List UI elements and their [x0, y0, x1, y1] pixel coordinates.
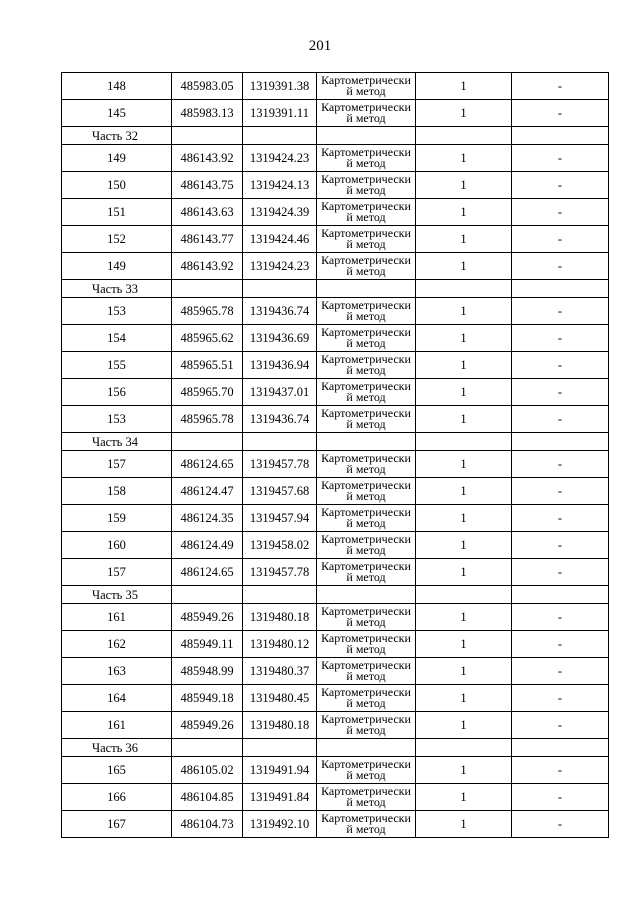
- table-row: [62, 757, 609, 784]
- y-coordinate-cell: 1319424.39: [243, 199, 317, 226]
- precision-cell: 1: [416, 559, 512, 586]
- precision-cell: 1: [416, 685, 512, 712]
- method-cell: [317, 532, 416, 559]
- method-line-2: й метод: [346, 516, 386, 530]
- method-line-2: й метод: [346, 696, 386, 710]
- note-cell: -: [512, 406, 609, 433]
- y-coordinate-cell: 1319436.94: [243, 352, 317, 379]
- point-number-cell: 145: [62, 100, 172, 127]
- note-cell: -: [512, 199, 609, 226]
- empty-cell: [512, 433, 609, 451]
- y-coordinate-cell: 1319458.02: [243, 532, 317, 559]
- y-coordinate-cell: 1319480.18: [243, 712, 317, 739]
- y-coordinate-cell: 1319424.13: [243, 172, 317, 199]
- table-row: [62, 505, 609, 532]
- method-line-1: Картометрически: [321, 171, 411, 186]
- method-line-2: й метод: [346, 795, 386, 809]
- point-number-cell: 149: [62, 145, 172, 172]
- precision-cell: 1: [416, 145, 512, 172]
- method-cell: [317, 451, 416, 478]
- coordinates-table: [61, 72, 609, 838]
- note-cell: -: [512, 532, 609, 559]
- method-line-2: й метод: [346, 570, 386, 584]
- part-label: Часть 35: [62, 586, 172, 604]
- method-line-2: й метод: [346, 543, 386, 557]
- x-coordinate-cell: 486124.35: [172, 505, 243, 532]
- precision-cell: 1: [416, 658, 512, 685]
- y-coordinate-cell: 1319480.37: [243, 658, 317, 685]
- point-number-cell: 148: [62, 73, 172, 100]
- x-coordinate-cell: 485948.99: [172, 658, 243, 685]
- precision-cell: 1: [416, 406, 512, 433]
- method-line-1: Картометрически: [321, 630, 411, 645]
- method-cell: [317, 559, 416, 586]
- precision-cell: 1: [416, 379, 512, 406]
- y-coordinate-cell: 1319457.68: [243, 478, 317, 505]
- empty-cell: [512, 280, 609, 298]
- method-line-2: й метод: [346, 210, 386, 224]
- method-cell: [317, 298, 416, 325]
- x-coordinate-cell: 485965.51: [172, 352, 243, 379]
- x-coordinate-cell: 486104.73: [172, 811, 243, 838]
- empty-cell: [172, 586, 243, 604]
- table-row: [62, 352, 609, 379]
- point-number-cell: 154: [62, 325, 172, 352]
- precision-cell: 1: [416, 298, 512, 325]
- table-row: [62, 451, 609, 478]
- method-line-2: й метод: [346, 615, 386, 629]
- point-number-cell: 166: [62, 784, 172, 811]
- empty-cell: [317, 586, 416, 604]
- x-coordinate-cell: 486124.65: [172, 451, 243, 478]
- method-line-1: Картометрически: [321, 810, 411, 825]
- part-label: Часть 34: [62, 433, 172, 451]
- method-line-2: й метод: [346, 264, 386, 278]
- table-row: [62, 145, 609, 172]
- table-row: [62, 478, 609, 505]
- note-cell: -: [512, 145, 609, 172]
- note-cell: -: [512, 352, 609, 379]
- y-coordinate-cell: 1319436.74: [243, 406, 317, 433]
- point-number-cell: 160: [62, 532, 172, 559]
- x-coordinate-cell: 486124.47: [172, 478, 243, 505]
- point-number-cell: 150: [62, 172, 172, 199]
- x-coordinate-cell: 486105.02: [172, 757, 243, 784]
- table-row: [62, 658, 609, 685]
- empty-cell: [172, 127, 243, 145]
- method-line-1: Картометрически: [321, 477, 411, 492]
- empty-cell: [317, 127, 416, 145]
- precision-cell: 1: [416, 172, 512, 199]
- point-number-cell: 149: [62, 253, 172, 280]
- y-coordinate-cell: 1319492.10: [243, 811, 317, 838]
- x-coordinate-cell: 485965.78: [172, 406, 243, 433]
- empty-cell: [512, 739, 609, 757]
- empty-cell: [512, 127, 609, 145]
- method-line-2: й метод: [346, 822, 386, 836]
- method-cell: [317, 685, 416, 712]
- method-line-1: Картометрически: [321, 684, 411, 699]
- method-line-2: й метод: [346, 363, 386, 377]
- method-line-1: Картометрически: [321, 504, 411, 519]
- x-coordinate-cell: 485983.13: [172, 100, 243, 127]
- y-coordinate-cell: 1319491.94: [243, 757, 317, 784]
- precision-cell: 1: [416, 352, 512, 379]
- precision-cell: 1: [416, 532, 512, 559]
- note-cell: -: [512, 253, 609, 280]
- point-number-cell: 153: [62, 298, 172, 325]
- note-cell: -: [512, 658, 609, 685]
- method-line-2: й метод: [346, 768, 386, 782]
- coordinates-table-body: [62, 73, 609, 838]
- note-cell: -: [512, 685, 609, 712]
- y-coordinate-cell: 1319457.78: [243, 451, 317, 478]
- part-header-row: [62, 433, 609, 451]
- point-number-cell: 167: [62, 811, 172, 838]
- method-cell: [317, 253, 416, 280]
- precision-cell: 1: [416, 712, 512, 739]
- table-row: [62, 226, 609, 253]
- method-line-1: Картометрически: [321, 72, 411, 87]
- table-row: [62, 811, 609, 838]
- point-number-cell: 161: [62, 604, 172, 631]
- precision-cell: 1: [416, 631, 512, 658]
- point-number-cell: 152: [62, 226, 172, 253]
- note-cell: -: [512, 478, 609, 505]
- note-cell: -: [512, 100, 609, 127]
- method-line-2: й метод: [346, 336, 386, 350]
- point-number-cell: 156: [62, 379, 172, 406]
- precision-cell: 1: [416, 811, 512, 838]
- note-cell: -: [512, 226, 609, 253]
- table-row: [62, 712, 609, 739]
- x-coordinate-cell: 486104.85: [172, 784, 243, 811]
- point-number-cell: 153: [62, 406, 172, 433]
- method-line-2: й метод: [346, 156, 386, 170]
- method-cell: [317, 757, 416, 784]
- table-row: [62, 532, 609, 559]
- method-cell: [317, 145, 416, 172]
- method-line-1: Картометрически: [321, 252, 411, 267]
- part-header-row: [62, 586, 609, 604]
- precision-cell: 1: [416, 100, 512, 127]
- empty-cell: [512, 586, 609, 604]
- method-cell: [317, 352, 416, 379]
- precision-cell: 1: [416, 199, 512, 226]
- empty-cell: [243, 739, 317, 757]
- point-number-cell: 159: [62, 505, 172, 532]
- note-cell: -: [512, 298, 609, 325]
- y-coordinate-cell: 1319424.23: [243, 253, 317, 280]
- y-coordinate-cell: 1319457.94: [243, 505, 317, 532]
- x-coordinate-cell: 486143.63: [172, 199, 243, 226]
- method-line-2: й метод: [346, 723, 386, 737]
- precision-cell: 1: [416, 253, 512, 280]
- method-line-2: й метод: [346, 462, 386, 476]
- part-label: Часть 33: [62, 280, 172, 298]
- empty-cell: [416, 586, 512, 604]
- page-number: 201: [308, 38, 332, 54]
- method-cell: [317, 604, 416, 631]
- empty-cell: [416, 280, 512, 298]
- precision-cell: 1: [416, 451, 512, 478]
- part-header-row: [62, 739, 609, 757]
- method-line-2: й метод: [346, 417, 386, 431]
- note-cell: -: [512, 379, 609, 406]
- method-cell: [317, 478, 416, 505]
- method-line-1: Картометрически: [321, 531, 411, 546]
- y-coordinate-cell: 1319491.84: [243, 784, 317, 811]
- table-row: [62, 631, 609, 658]
- precision-cell: 1: [416, 478, 512, 505]
- empty-cell: [416, 433, 512, 451]
- point-number-cell: 162: [62, 631, 172, 658]
- precision-cell: 1: [416, 325, 512, 352]
- note-cell: -: [512, 811, 609, 838]
- note-cell: -: [512, 451, 609, 478]
- point-number-cell: 161: [62, 712, 172, 739]
- method-cell: [317, 199, 416, 226]
- table-row: [62, 73, 609, 100]
- point-number-cell: 157: [62, 559, 172, 586]
- point-number-cell: 165: [62, 757, 172, 784]
- empty-cell: [317, 739, 416, 757]
- method-line-1: Картометрически: [321, 99, 411, 114]
- y-coordinate-cell: 1319437.01: [243, 379, 317, 406]
- table-row: [62, 685, 609, 712]
- note-cell: -: [512, 784, 609, 811]
- x-coordinate-cell: 485949.26: [172, 604, 243, 631]
- precision-cell: 1: [416, 784, 512, 811]
- method-cell: [317, 658, 416, 685]
- x-coordinate-cell: 486143.75: [172, 172, 243, 199]
- method-line-1: Картометрически: [321, 324, 411, 339]
- method-cell: [317, 811, 416, 838]
- method-line-2: й метод: [346, 183, 386, 197]
- point-number-cell: 151: [62, 199, 172, 226]
- y-coordinate-cell: 1319436.74: [243, 298, 317, 325]
- note-cell: -: [512, 631, 609, 658]
- method-line-1: Картометрически: [321, 603, 411, 618]
- x-coordinate-cell: 486124.65: [172, 559, 243, 586]
- precision-cell: 1: [416, 757, 512, 784]
- precision-cell: 1: [416, 505, 512, 532]
- method-line-1: Картометрически: [321, 405, 411, 420]
- table-row: [62, 379, 609, 406]
- note-cell: -: [512, 73, 609, 100]
- y-coordinate-cell: 1319480.18: [243, 604, 317, 631]
- y-coordinate-cell: 1319436.69: [243, 325, 317, 352]
- method-line-2: й метод: [346, 111, 386, 125]
- precision-cell: 1: [416, 73, 512, 100]
- x-coordinate-cell: 485965.78: [172, 298, 243, 325]
- note-cell: -: [512, 325, 609, 352]
- method-line-1: Картометрически: [321, 378, 411, 393]
- table-row: [62, 784, 609, 811]
- x-coordinate-cell: 485949.26: [172, 712, 243, 739]
- method-line-2: й метод: [346, 84, 386, 98]
- table-row: [62, 100, 609, 127]
- note-cell: -: [512, 505, 609, 532]
- empty-cell: [416, 739, 512, 757]
- method-cell: [317, 784, 416, 811]
- table-row: [62, 253, 609, 280]
- table-row: [62, 604, 609, 631]
- y-coordinate-cell: 1319391.38: [243, 73, 317, 100]
- empty-cell: [317, 433, 416, 451]
- x-coordinate-cell: 485949.11: [172, 631, 243, 658]
- point-number-cell: 164: [62, 685, 172, 712]
- x-coordinate-cell: 486143.92: [172, 253, 243, 280]
- x-coordinate-cell: 486143.77: [172, 226, 243, 253]
- point-number-cell: 155: [62, 352, 172, 379]
- part-header-row: [62, 280, 609, 298]
- note-cell: -: [512, 757, 609, 784]
- method-line-1: Картометрически: [321, 450, 411, 465]
- method-line-1: Картометрически: [321, 225, 411, 240]
- y-coordinate-cell: 1319480.12: [243, 631, 317, 658]
- empty-cell: [243, 127, 317, 145]
- method-cell: [317, 226, 416, 253]
- method-line-2: й метод: [346, 237, 386, 251]
- method-cell: [317, 631, 416, 658]
- table-row: [62, 559, 609, 586]
- empty-cell: [317, 280, 416, 298]
- table-row: [62, 172, 609, 199]
- method-cell: [317, 712, 416, 739]
- table-row: [62, 199, 609, 226]
- point-number-cell: 157: [62, 451, 172, 478]
- method-line-1: Картометрически: [321, 198, 411, 213]
- y-coordinate-cell: 1319480.45: [243, 685, 317, 712]
- method-cell: [317, 406, 416, 433]
- y-coordinate-cell: 1319457.78: [243, 559, 317, 586]
- x-coordinate-cell: 485983.05: [172, 73, 243, 100]
- note-cell: -: [512, 559, 609, 586]
- method-line-1: Картометрически: [321, 711, 411, 726]
- part-header-row: [62, 127, 609, 145]
- note-cell: -: [512, 604, 609, 631]
- x-coordinate-cell: 485949.18: [172, 685, 243, 712]
- point-number-cell: 163: [62, 658, 172, 685]
- empty-cell: [172, 433, 243, 451]
- empty-cell: [172, 280, 243, 298]
- part-label: Часть 36: [62, 739, 172, 757]
- method-line-2: й метод: [346, 309, 386, 323]
- method-line-1: Картометрически: [321, 756, 411, 771]
- method-line-1: Картометрически: [321, 351, 411, 366]
- empty-cell: [243, 586, 317, 604]
- note-cell: -: [512, 172, 609, 199]
- method-cell: [317, 325, 416, 352]
- method-line-1: Картометрически: [321, 558, 411, 573]
- empty-cell: [243, 433, 317, 451]
- method-line-2: й метод: [346, 390, 386, 404]
- method-cell: [317, 379, 416, 406]
- precision-cell: 1: [416, 604, 512, 631]
- method-line-2: й метод: [346, 489, 386, 503]
- x-coordinate-cell: 486124.49: [172, 532, 243, 559]
- method-line-2: й метод: [346, 642, 386, 656]
- method-cell: [317, 172, 416, 199]
- y-coordinate-cell: 1319391.11: [243, 100, 317, 127]
- y-coordinate-cell: 1319424.23: [243, 145, 317, 172]
- table-row: [62, 325, 609, 352]
- table-row: [62, 298, 609, 325]
- x-coordinate-cell: 485965.62: [172, 325, 243, 352]
- method-cell: [317, 505, 416, 532]
- part-label: Часть 32: [62, 127, 172, 145]
- y-coordinate-cell: 1319424.46: [243, 226, 317, 253]
- empty-cell: [243, 280, 317, 298]
- precision-cell: 1: [416, 226, 512, 253]
- method-line-1: Картометрически: [321, 144, 411, 159]
- method-line-2: й метод: [346, 669, 386, 683]
- point-number-cell: 158: [62, 478, 172, 505]
- x-coordinate-cell: 486143.92: [172, 145, 243, 172]
- method-cell: [317, 100, 416, 127]
- table-row: [62, 406, 609, 433]
- method-line-1: Картометрически: [321, 783, 411, 798]
- method-line-1: Картометрически: [321, 657, 411, 672]
- x-coordinate-cell: 485965.70: [172, 379, 243, 406]
- method-cell: [317, 73, 416, 100]
- empty-cell: [416, 127, 512, 145]
- note-cell: -: [512, 712, 609, 739]
- empty-cell: [172, 739, 243, 757]
- method-line-1: Картометрически: [321, 297, 411, 312]
